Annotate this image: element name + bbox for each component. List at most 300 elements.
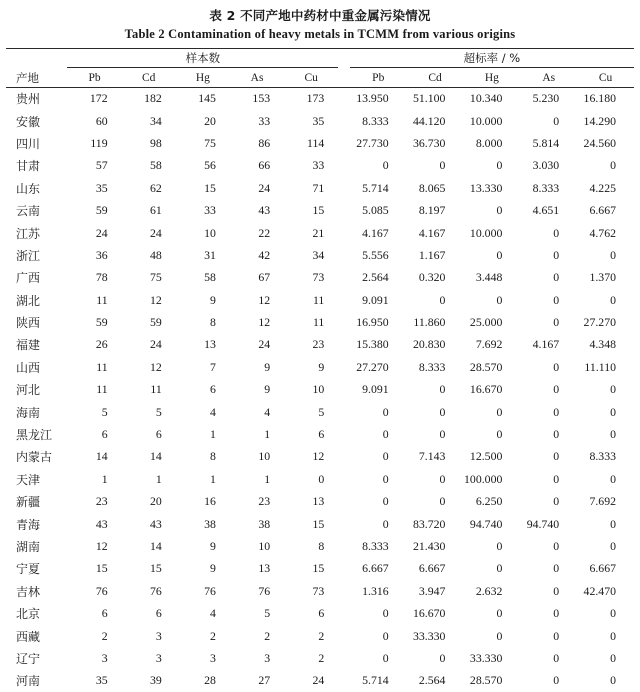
table-body — [6, 88, 634, 692]
cell-rate-hg: 13.330 — [463, 177, 520, 199]
cell-rate-pb: 13.950 — [350, 88, 407, 110]
subheader-rate-hg: Hg — [463, 68, 520, 88]
cell-gap — [338, 423, 350, 445]
cell-rate-as: 0 — [520, 491, 577, 513]
cell-count-cd: 48 — [122, 244, 176, 266]
cell-count-hg: 2 — [176, 625, 230, 647]
cell-count-cd: 34 — [122, 110, 176, 132]
cell-count-hg: 6 — [176, 379, 230, 401]
cell-rate-as: 0 — [520, 602, 577, 624]
cell-rate-cu: 42.470 — [577, 580, 634, 602]
cell-count-pb: 43 — [67, 513, 121, 535]
cell-rate-as: 0 — [520, 535, 577, 557]
cell-rate-cd: 0 — [407, 491, 464, 513]
cell-count-hg: 13 — [176, 334, 230, 356]
cell-rate-cd: 0 — [407, 155, 464, 177]
cell-rate-hg: 94.740 — [463, 513, 520, 535]
table-row — [6, 379, 634, 401]
cell-rate-hg: 16.670 — [463, 379, 520, 401]
cell-rate-cd: 6.667 — [407, 558, 464, 580]
cell-rate-cd: 8.333 — [407, 356, 464, 378]
cell-count-pb: 12 — [67, 535, 121, 557]
cell-rate-cu: 4.225 — [577, 177, 634, 199]
cell-count-cd: 75 — [122, 267, 176, 289]
cell-count-hg: 4 — [176, 401, 230, 423]
cell-count-pb: 24 — [67, 222, 121, 244]
cell-rate-hg: 33.330 — [463, 647, 520, 669]
cell-count-pb: 172 — [67, 88, 121, 110]
column-group-header-sample-count: 样本数 — [67, 49, 338, 68]
cell-rate-cd: 4.167 — [407, 222, 464, 244]
cell-rate-cu: 0 — [577, 670, 634, 692]
cell-rate-hg: 0 — [463, 558, 520, 580]
cell-gap — [338, 379, 350, 401]
cell-count-cd: 5 — [122, 401, 176, 423]
cell-count-hg: 7 — [176, 356, 230, 378]
cell-gap — [338, 334, 350, 356]
cell-count-pb: 57 — [67, 155, 121, 177]
cell-count-as: 66 — [230, 155, 284, 177]
cell-origin: 江苏 — [6, 222, 67, 244]
cell-gap — [338, 155, 350, 177]
cell-origin: 湖南 — [6, 535, 67, 557]
cell-rate-cd: 11.860 — [407, 311, 464, 333]
header-gap — [338, 49, 350, 68]
cell-count-cu: 71 — [284, 177, 338, 199]
cell-count-as: 67 — [230, 267, 284, 289]
cell-rate-cd: 7.143 — [407, 446, 464, 468]
cell-rate-cd: 0 — [407, 647, 464, 669]
cell-count-pb: 3 — [67, 647, 121, 669]
cell-count-hg: 9 — [176, 289, 230, 311]
table-row — [6, 670, 634, 692]
cell-count-as: 38 — [230, 513, 284, 535]
cell-origin: 西藏 — [6, 625, 67, 647]
cell-count-cu: 73 — [284, 267, 338, 289]
cell-count-cd: 24 — [122, 222, 176, 244]
cell-count-cd: 1 — [122, 468, 176, 490]
cell-count-pb: 35 — [67, 177, 121, 199]
cell-count-cu: 15 — [284, 558, 338, 580]
cell-rate-pb: 2.564 — [350, 267, 407, 289]
cell-origin: 广西 — [6, 267, 67, 289]
cell-rate-cu: 8.333 — [577, 446, 634, 468]
table-row — [6, 155, 634, 177]
table-row — [6, 132, 634, 154]
cell-count-hg: 31 — [176, 244, 230, 266]
cell-count-pb: 11 — [67, 356, 121, 378]
cell-origin: 河北 — [6, 379, 67, 401]
cell-rate-pb: 0 — [350, 155, 407, 177]
cell-gap — [338, 513, 350, 535]
cell-gap — [338, 88, 350, 110]
cell-count-cu: 5 — [284, 401, 338, 423]
cell-rate-cd: 8.065 — [407, 177, 464, 199]
cell-rate-hg: 0 — [463, 199, 520, 221]
cell-count-cu: 21 — [284, 222, 338, 244]
cell-rate-pb: 15.380 — [350, 334, 407, 356]
cell-gap — [338, 132, 350, 154]
table-row — [6, 580, 634, 602]
cell-count-as: 43 — [230, 199, 284, 221]
cell-count-cu: 15 — [284, 513, 338, 535]
cell-rate-cu: 4.762 — [577, 222, 634, 244]
cell-count-hg: 28 — [176, 670, 230, 692]
cell-count-pb: 2 — [67, 625, 121, 647]
table-row — [6, 222, 634, 244]
header-group-row — [6, 49, 634, 68]
cell-count-hg: 20 — [176, 110, 230, 132]
cell-count-cu: 15 — [284, 199, 338, 221]
cell-origin: 甘肃 — [6, 155, 67, 177]
cell-rate-cu: 4.348 — [577, 334, 634, 356]
cell-count-hg: 1 — [176, 423, 230, 445]
cell-count-cd: 39 — [122, 670, 176, 692]
table-row — [6, 311, 634, 333]
cell-count-hg: 1 — [176, 468, 230, 490]
cell-rate-as: 0 — [520, 244, 577, 266]
cell-origin: 山西 — [6, 356, 67, 378]
cell-count-cu: 114 — [284, 132, 338, 154]
cell-gap — [338, 647, 350, 669]
cell-origin: 新疆 — [6, 491, 67, 513]
cell-rate-as: 0 — [520, 379, 577, 401]
cell-gap — [338, 491, 350, 513]
cell-count-as: 23 — [230, 491, 284, 513]
cell-count-pb: 1 — [67, 468, 121, 490]
table-row — [6, 625, 634, 647]
cell-count-hg: 145 — [176, 88, 230, 110]
cell-gap — [338, 289, 350, 311]
cell-count-cd: 61 — [122, 199, 176, 221]
table-row — [6, 602, 634, 624]
cell-count-cd: 20 — [122, 491, 176, 513]
cell-origin: 海南 — [6, 401, 67, 423]
cell-origin: 福建 — [6, 334, 67, 356]
cell-count-hg: 8 — [176, 311, 230, 333]
cell-rate-pb: 0 — [350, 446, 407, 468]
cell-rate-cd: 2.564 — [407, 670, 464, 692]
cell-rate-pb: 0 — [350, 468, 407, 490]
cell-count-pb: 36 — [67, 244, 121, 266]
cell-count-hg: 9 — [176, 535, 230, 557]
cell-rate-hg: 3.448 — [463, 267, 520, 289]
cell-gap — [338, 222, 350, 244]
cell-count-cd: 3 — [122, 647, 176, 669]
cell-rate-cu: 7.692 — [577, 491, 634, 513]
subheader-gap — [338, 68, 350, 88]
cell-rate-cu: 0 — [577, 647, 634, 669]
table-head — [6, 49, 634, 88]
cell-rate-pb: 6.667 — [350, 558, 407, 580]
cell-count-cd: 43 — [122, 513, 176, 535]
cell-rate-cu: 0 — [577, 379, 634, 401]
cell-rate-hg: 0 — [463, 401, 520, 423]
cell-gap — [338, 602, 350, 624]
cell-rate-as: 0 — [520, 558, 577, 580]
cell-count-cu: 35 — [284, 110, 338, 132]
cell-rate-hg: 12.500 — [463, 446, 520, 468]
cell-rate-as: 3.030 — [520, 155, 577, 177]
cell-rate-cd: 0.320 — [407, 267, 464, 289]
cell-gap — [338, 625, 350, 647]
cell-rate-cu: 11.110 — [577, 356, 634, 378]
table-row — [6, 267, 634, 289]
cell-count-as: 3 — [230, 647, 284, 669]
cell-count-as: 9 — [230, 356, 284, 378]
cell-rate-pb: 27.270 — [350, 356, 407, 378]
cell-count-cd: 14 — [122, 446, 176, 468]
cell-rate-pb: 9.091 — [350, 289, 407, 311]
cell-origin: 陕西 — [6, 311, 67, 333]
cell-count-hg: 56 — [176, 155, 230, 177]
cell-rate-as: 4.167 — [520, 334, 577, 356]
cell-count-as: 10 — [230, 535, 284, 557]
cell-count-hg: 38 — [176, 513, 230, 535]
cell-count-hg: 10 — [176, 222, 230, 244]
cell-origin: 北京 — [6, 602, 67, 624]
cell-origin: 辽宁 — [6, 647, 67, 669]
cell-rate-pb: 0 — [350, 647, 407, 669]
cell-count-cu: 34 — [284, 244, 338, 266]
cell-count-cd: 14 — [122, 535, 176, 557]
cell-gap — [338, 177, 350, 199]
subheader-count-cd: Cd — [122, 68, 176, 88]
column-group-header-exceedance-rate: 超标率 / % — [350, 49, 634, 68]
cell-rate-cu: 0 — [577, 513, 634, 535]
cell-rate-pb: 0 — [350, 423, 407, 445]
cell-count-pb: 15 — [67, 558, 121, 580]
cell-rate-cu: 14.290 — [577, 110, 634, 132]
cell-rate-cd: 16.670 — [407, 602, 464, 624]
subheader-count-pb: Pb — [67, 68, 121, 88]
cell-rate-cd: 83.720 — [407, 513, 464, 535]
cell-count-cd: 58 — [122, 155, 176, 177]
cell-count-pb: 119 — [67, 132, 121, 154]
cell-origin: 山东 — [6, 177, 67, 199]
cell-rate-hg: 25.000 — [463, 311, 520, 333]
cell-gap — [338, 199, 350, 221]
cell-count-as: 33 — [230, 110, 284, 132]
cell-count-as: 12 — [230, 289, 284, 311]
cell-gap — [338, 580, 350, 602]
cell-count-as: 22 — [230, 222, 284, 244]
cell-rate-hg: 10.000 — [463, 222, 520, 244]
header-metal-row — [6, 68, 634, 88]
cell-rate-cd: 20.830 — [407, 334, 464, 356]
cell-count-hg: 3 — [176, 647, 230, 669]
table-row — [6, 491, 634, 513]
cell-count-pb: 76 — [67, 580, 121, 602]
cell-rate-pb: 9.091 — [350, 379, 407, 401]
cell-rate-pb: 4.167 — [350, 222, 407, 244]
cell-rate-hg: 0 — [463, 535, 520, 557]
cell-count-as: 86 — [230, 132, 284, 154]
cell-count-cu: 24 — [284, 670, 338, 692]
cell-count-hg: 76 — [176, 580, 230, 602]
cell-rate-hg: 0 — [463, 289, 520, 311]
cell-origin: 黑龙江 — [6, 423, 67, 445]
subheader-rate-cu: Cu — [577, 68, 634, 88]
table-row — [6, 289, 634, 311]
cell-rate-as: 0 — [520, 222, 577, 244]
cell-count-cu: 6 — [284, 423, 338, 445]
cell-rate-cu: 6.667 — [577, 558, 634, 580]
cell-rate-cd: 0 — [407, 423, 464, 445]
cell-count-cu: 12 — [284, 446, 338, 468]
cell-rate-cu: 6.667 — [577, 199, 634, 221]
cell-count-as: 2 — [230, 625, 284, 647]
cell-rate-hg: 2.632 — [463, 580, 520, 602]
table-row — [6, 446, 634, 468]
cell-count-as: 24 — [230, 177, 284, 199]
cell-count-cu: 33 — [284, 155, 338, 177]
cell-rate-pb: 27.730 — [350, 132, 407, 154]
column-header-origin: 产地 — [6, 49, 67, 88]
table-row — [6, 199, 634, 221]
cell-count-cu: 173 — [284, 88, 338, 110]
cell-count-hg: 8 — [176, 446, 230, 468]
cell-count-as: 1 — [230, 468, 284, 490]
cell-count-as: 9 — [230, 379, 284, 401]
cell-rate-as: 0 — [520, 446, 577, 468]
cell-count-cu: 2 — [284, 625, 338, 647]
cell-count-cu: 9 — [284, 356, 338, 378]
cell-rate-as: 0 — [520, 670, 577, 692]
cell-rate-cu: 27.270 — [577, 311, 634, 333]
cell-rate-pb: 5.714 — [350, 670, 407, 692]
cell-count-as: 27 — [230, 670, 284, 692]
cell-rate-pb: 16.950 — [350, 311, 407, 333]
cell-rate-cd: 33.330 — [407, 625, 464, 647]
cell-count-pb: 11 — [67, 289, 121, 311]
cell-origin: 天津 — [6, 468, 67, 490]
cell-rate-cu: 1.370 — [577, 267, 634, 289]
cell-count-pb: 59 — [67, 311, 121, 333]
cell-count-pb: 26 — [67, 334, 121, 356]
cell-count-cd: 12 — [122, 289, 176, 311]
table-row — [6, 513, 634, 535]
cell-count-pb: 5 — [67, 401, 121, 423]
cell-rate-as: 8.333 — [520, 177, 577, 199]
table-row — [6, 110, 634, 132]
cell-rate-as: 0 — [520, 110, 577, 132]
table-row — [6, 423, 634, 445]
cell-rate-cd: 1.167 — [407, 244, 464, 266]
cell-count-cu: 10 — [284, 379, 338, 401]
cell-count-cd: 76 — [122, 580, 176, 602]
cell-count-cd: 15 — [122, 558, 176, 580]
cell-count-cu: 11 — [284, 311, 338, 333]
cell-rate-cu: 0 — [577, 423, 634, 445]
cell-rate-as: 0 — [520, 647, 577, 669]
cell-count-hg: 4 — [176, 602, 230, 624]
cell-gap — [338, 311, 350, 333]
subheader-count-hg: Hg — [176, 68, 230, 88]
cell-count-pb: 60 — [67, 110, 121, 132]
cell-origin: 吉林 — [6, 580, 67, 602]
table-row — [6, 177, 634, 199]
cell-rate-hg: 10.000 — [463, 110, 520, 132]
cell-count-pb: 59 — [67, 199, 121, 221]
cell-rate-cd: 21.430 — [407, 535, 464, 557]
cell-rate-cd: 0 — [407, 468, 464, 490]
cell-rate-cd: 51.100 — [407, 88, 464, 110]
cell-gap — [338, 535, 350, 557]
cell-rate-as: 0 — [520, 356, 577, 378]
cell-rate-as: 0 — [520, 311, 577, 333]
cell-rate-as: 0 — [520, 625, 577, 647]
cell-count-as: 10 — [230, 446, 284, 468]
cell-gap — [338, 670, 350, 692]
cell-origin: 云南 — [6, 199, 67, 221]
cell-count-pb: 78 — [67, 267, 121, 289]
cell-count-cd: 6 — [122, 423, 176, 445]
cell-rate-pb: 0 — [350, 491, 407, 513]
cell-rate-as: 4.651 — [520, 199, 577, 221]
cell-count-cu: 23 — [284, 334, 338, 356]
cell-rate-cd: 0 — [407, 401, 464, 423]
cell-rate-cd: 3.947 — [407, 580, 464, 602]
cell-rate-hg: 0 — [463, 625, 520, 647]
cell-count-as: 153 — [230, 88, 284, 110]
table-row — [6, 88, 634, 110]
table-row — [6, 468, 634, 490]
cell-count-as: 12 — [230, 311, 284, 333]
cell-rate-cu: 0 — [577, 602, 634, 624]
cell-rate-as: 0 — [520, 401, 577, 423]
cell-origin: 内蒙古 — [6, 446, 67, 468]
cell-count-cu: 0 — [284, 468, 338, 490]
cell-count-as: 13 — [230, 558, 284, 580]
cell-rate-cu: 0 — [577, 401, 634, 423]
cell-rate-hg: 0 — [463, 423, 520, 445]
cell-rate-cu: 0 — [577, 535, 634, 557]
table-row — [6, 401, 634, 423]
cell-count-cu: 6 — [284, 602, 338, 624]
cell-rate-pb: 0 — [350, 513, 407, 535]
cell-origin: 湖北 — [6, 289, 67, 311]
cell-rate-cu: 16.180 — [577, 88, 634, 110]
cell-origin: 青海 — [6, 513, 67, 535]
cell-rate-pb: 0 — [350, 625, 407, 647]
table-row — [6, 334, 634, 356]
cell-rate-as: 5.230 — [520, 88, 577, 110]
subheader-rate-pb: Pb — [350, 68, 407, 88]
cell-rate-hg: 100.000 — [463, 468, 520, 490]
table-row — [6, 647, 634, 669]
cell-count-hg: 33 — [176, 199, 230, 221]
table-row — [6, 558, 634, 580]
cell-rate-pb: 0 — [350, 401, 407, 423]
cell-count-hg: 16 — [176, 491, 230, 513]
cell-rate-cd: 44.120 — [407, 110, 464, 132]
cell-rate-cu: 0 — [577, 289, 634, 311]
cell-rate-hg: 0 — [463, 155, 520, 177]
cell-rate-cu: 0 — [577, 155, 634, 177]
table-caption-chinese: 表 2 不同产地中药材中重金属污染情况 — [0, 0, 640, 27]
cell-rate-cd: 36.730 — [407, 132, 464, 154]
cell-count-as: 5 — [230, 602, 284, 624]
cell-count-pb: 35 — [67, 670, 121, 692]
cell-rate-hg: 7.692 — [463, 334, 520, 356]
cell-origin: 安徽 — [6, 110, 67, 132]
cell-count-cd: 3 — [122, 625, 176, 647]
cell-origin: 河南 — [6, 670, 67, 692]
cell-gap — [338, 446, 350, 468]
cell-count-hg: 75 — [176, 132, 230, 154]
cell-count-pb: 14 — [67, 446, 121, 468]
